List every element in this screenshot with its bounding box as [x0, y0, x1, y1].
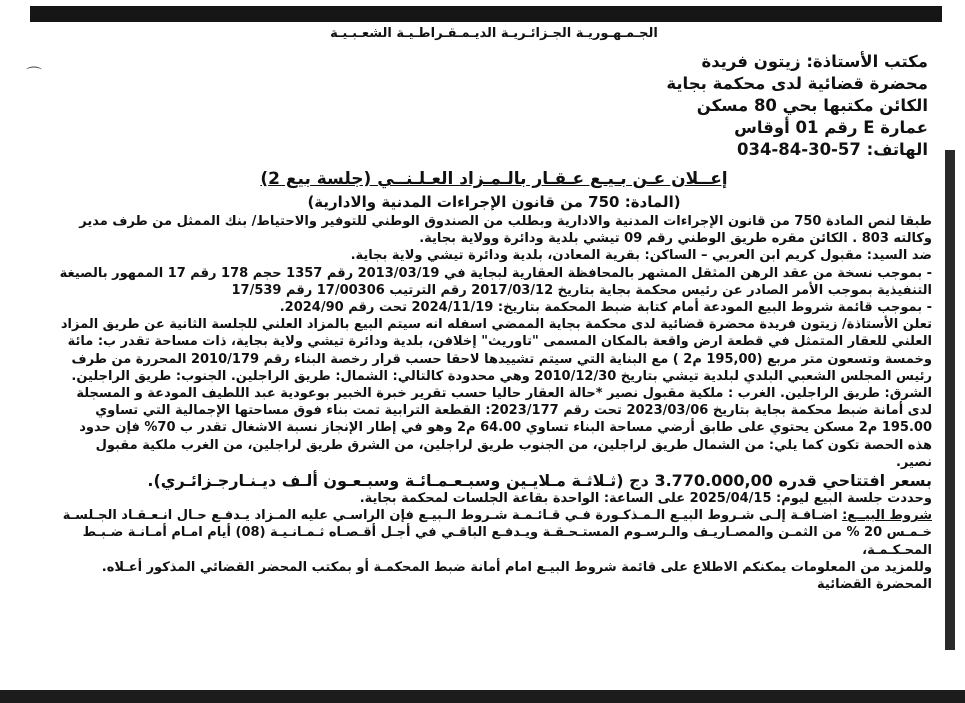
- office-position: محضرة قضائية لدى محكمة بجاية: [666, 74, 928, 93]
- paragraph-debtor: ضد السيد: مقبول كريم ابن العربي – الساكن: بقرية المعادن، بلدية ودائرة تيشي ولاية بجاية.: [350, 248, 932, 264]
- scan-border-right: [945, 150, 955, 650]
- scan-mark-icon: ⌒: [26, 65, 43, 84]
- paragraph-request: طبقا لنص المادة 750 من قانون الإجراءات المدنية والادارية وبطلب من الصندوق الوطني للتوفير والاحتياط/ بنك الممثل من طرف مدير وكالته 803 . الكائن مقره طريق الوطني رقم 09 تيشي بلدية ودائرة وولاية بجاية.: [79, 214, 932, 247]
- paragraph-session-date: وحددت جلسة البيع ليوم: 2025/04/15 على الساعة: الواحدة بقاعة الجلسات لمحكمة بجاية.: [359, 491, 932, 507]
- notice-title-text: إعــلان عـن بـيـع عـقـار بالـمـزاد العـلـنــي (جلسة بيع 2): [260, 169, 728, 189]
- paragraph-sale-conditions: [56, 507, 932, 559]
- office-header: [56, 51, 928, 161]
- conditions-label: شروط البيــع:: [842, 508, 932, 524]
- phone-number: 034-84-30-57: [736, 140, 861, 159]
- office-phone: [56, 139, 928, 161]
- phone-label: الهاتف:: [866, 140, 928, 159]
- paragraph-mortgage: - بموجب نسخة من عقد الرهن المثقل المشهر بالمحافظة العقارية لبجاية في 2013/03/19 رقم 1357 حجم 178 رقم 17 الممهور بالصيغة التنفيذية بموجب الأمر الصادر عن رئيس محكمة بجاية بتاريخ 2017/03/12 رقم الترتيب 17/00306 رقم 17/539: [59, 265, 932, 298]
- office-name: مكتب الأستاذة: زيتون فريدة: [701, 52, 928, 71]
- paragraph-conditions-list: - بموجب قائمة شروط البيع المودعة أمام كتابة ضبط المحكمة بتاريخ: 2024/11/19 تحت رقم 2024/90.: [279, 300, 932, 316]
- paragraph-price: بسعر افتتاحي قدره 3.770.000,00 دج (ثـلاثـة مـلايـين وسبـعـمـائـة وسبـعـون ألـف ديـنـارجـزائـري).: [147, 471, 932, 491]
- notice-article: (المادة: 750 من قانون الإجراءات المدنية والادارية): [307, 193, 681, 211]
- paragraph-property: تعلن الأستاذة/ زيتون فريدة محضرة قضائية لدى محكمة بجاية الممضي اسفله انه سيتم البيع بالمزاد العلني للجلسة الثانية عن طريق المزاد العلني للعقار المتمثل في قطعة ارض واقعة بالمكان المسمى "تاوريث" إخلافن، بلدية ودائرة تيشي ولاية بجاية، ذات مساحة تقدر ب: مائة وخمسة وتسعون متر مربع (195,00 م2 ) مع البناية التي سيتم تشييدها لاحقا حسب قرار رخصة البناء رقم 2010/179 المحررة من طرف رئيس المجلس الشعبي البلدي لبلدية تيشي بتاريخ 2010/12/30 وهي محدودة كالتالي: الشمال: طريق الراجلين. الجنوب: طريق الراجلين. الشرق: طريق الراجلين. الغرب : ملكية مقبول نصير *حالة العقار حاليا حسب تقرير خبرة الخبير بوعودية عبد اللطيف المودعة و المسجلة لدى أمانة ضبط محكمة بجاية بتاريخ 2023/03/06 تحت رقم 2023/177: القطعة الترابية تمت بناء فوق مساحتها الإجمالية التي تساوي 195.00 م2 مسكن يحتوي على طابق أرضي مساحة البناء تساوي 64.00 م2 وهو في إطار الإنجاز نسبة الاشغال تقدر ب 70% فإن حدود هذه الحصة تكون كما يلي: من الشمال طريق لراجلين، من الجنوب طريق لراجلين، من الشرق طريق لراجلين، من الغرب ملكية مقبول نصير.: [60, 317, 932, 470]
- office-address-1: الكائن مكتبها بحي 80 مسكن: [696, 96, 928, 115]
- office-address-2: عمارة E رقم 01 أوقاس: [734, 118, 928, 137]
- notice-title: [56, 167, 932, 191]
- signature: المحضرة القضائية: [817, 577, 932, 593]
- document: [56, 22, 932, 593]
- republic-title: الجـمـهـوريـة الجـزائـريـة الديـمـقـراطـيـة الشعـبـيـة: [330, 26, 658, 41]
- paragraph-more-info: وللمزيد من المعلومات يمكنكم الاطلاع على قائمة شروط البيـع امام أمانة ضبط المحكمـة أو بمكتب المحضر القضائي المذكور أعـلاه.: [101, 559, 932, 575]
- scan-border-bottom: [0, 690, 965, 703]
- scan-border-top: [30, 6, 942, 22]
- conditions-text: اضـافـة إلـى شـروط البيـع الـمـذكـورة فـي قـائـمـة شـروط الـبيـع فإن الراسـي عليه المـزاد يـدفـع حـال انـعـقـاد الجـلسـة خـمـس 20 % من الثمـن والمصـاريـف والـرسـوم المستـحـقـة ويـدفـع الباقـي في أجـل أقـصـاه ثـمـانـيـة (08) أيام امـام أمـانـة ضـبـط المحـكـمـة،: [62, 508, 932, 558]
